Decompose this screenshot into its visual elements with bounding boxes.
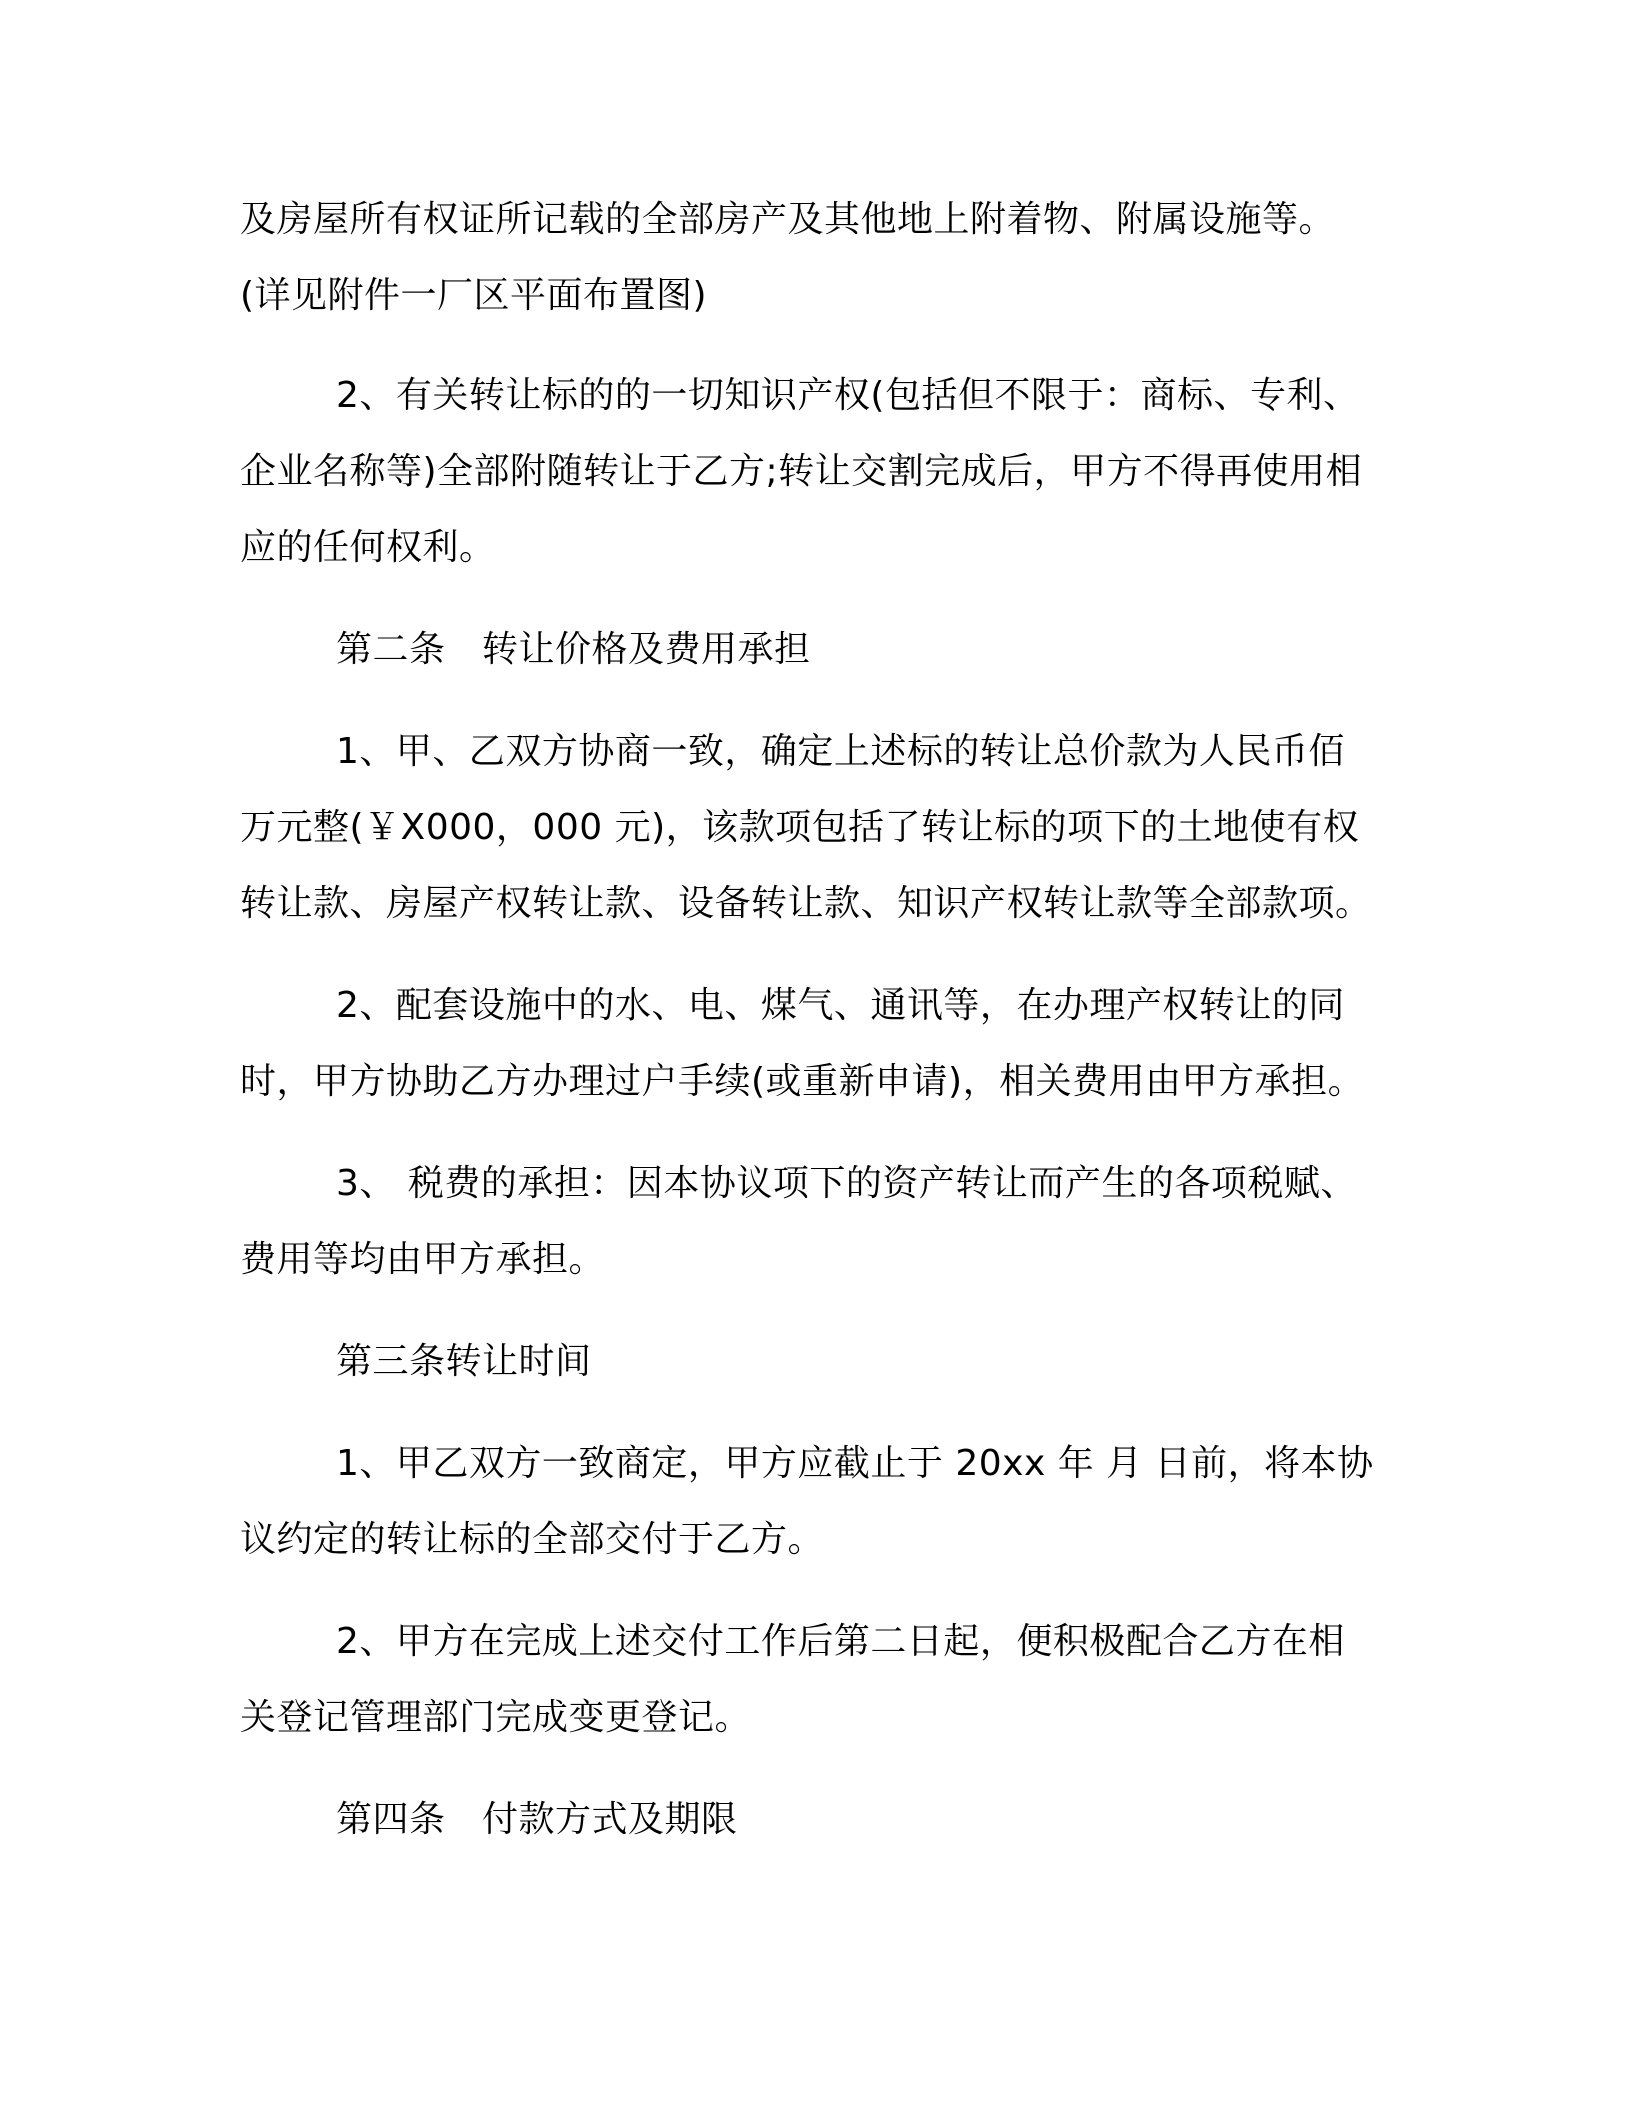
- text-line: 1、甲、乙双方协商一致，确定上述标的转让总价款为人民币佰: [336, 731, 1345, 772]
- text-line: 万元整(￥X000，000 元)，该款项包括了转让标的项下的土地使有权: [240, 807, 1360, 848]
- text-line: 2、甲方在完成上述交付工作后第二日起，便积极配合乙方在相: [336, 1621, 1345, 1662]
- text-line: 费用等均由甲方承担。: [240, 1239, 606, 1280]
- section-heading: 第二条 转让价格及费用承担: [336, 629, 811, 670]
- text-line: 1、甲乙双方一致商定，甲方应截止于 20xx 年 月 日前，将本协: [336, 1443, 1374, 1484]
- text-line: 应的任何权利。: [240, 527, 496, 568]
- section-heading: 第四条 付款方式及期限: [336, 1799, 738, 1840]
- text-line: 2、有关转让标的的一切知识产权(包括但不限于：商标、专利、: [336, 375, 1360, 416]
- text-line: 时，甲方协助乙方办理过户手续(或重新申请)，相关费用由甲方承担。: [240, 1061, 1365, 1102]
- text-line: (详见附件一厂区平面布置图): [240, 275, 708, 316]
- text-line: 转让款、房屋产权转让款、设备转让款、知识产权转让款等全部款项。: [240, 883, 1372, 924]
- text-line: 及房屋所有权证所记载的全部房产及其他地上附着物、附属设施等。: [240, 199, 1336, 240]
- text-line: 关登记管理部门完成变更登记。: [240, 1697, 752, 1738]
- text-line: 议约定的转让标的全部交付于乙方。: [240, 1519, 825, 1560]
- text-line: 企业名称等)全部附随转让于乙方;转让交割完成后，甲方不得再使用相: [240, 451, 1363, 492]
- text-line: 2、配套设施中的水、电、煤气、通讯等，在办理产权转让的同: [336, 985, 1345, 1026]
- text-line: 3、 税费的承担：因本协议项下的资产转让而产生的各项税赋、: [336, 1163, 1357, 1204]
- section-heading: 第三条转让时间: [336, 1341, 592, 1382]
